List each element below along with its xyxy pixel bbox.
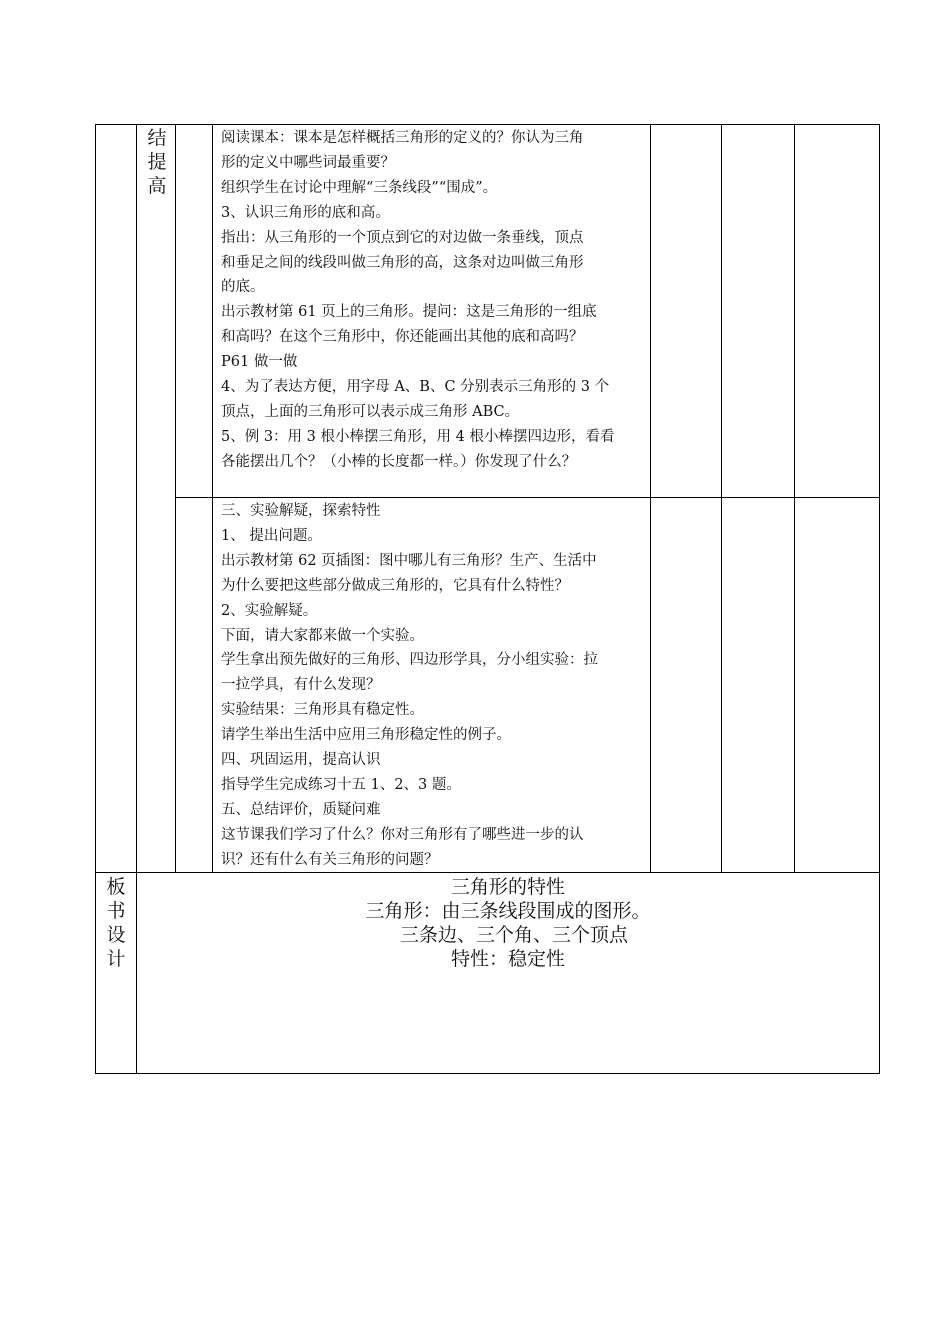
board-design-label (104, 875, 128, 971)
table-right-border (879, 124, 880, 1073)
section-label (145, 126, 169, 198)
board-title: 三角形的特性 (450, 876, 565, 898)
text-line: 三、实验解疑，探索特性 (221, 503, 381, 519)
text-line: P61 做一做 (221, 354, 298, 371)
board-label-char: 板 (106, 876, 126, 898)
text-line: 和垂足之间的线段叫做三角形的高，这条对边叫做三角形 (221, 254, 584, 271)
text-line: 2、实验解疑。 (221, 602, 318, 619)
text-line: 识？还有什么有关三角形的问题？ (221, 851, 439, 868)
column-divider (794, 124, 795, 872)
row-divider (175, 497, 880, 498)
board-label-char: 计 (106, 948, 126, 970)
text-line: 和高吗？在这个三角形中，你还能画出其他的底和高吗？ (221, 329, 584, 346)
text-line: 阅读课本：课本是怎样概括三角形的定义的？你认为三角 (221, 130, 584, 146)
text-line: 这节课我们学习了什么？你对三角形有了哪些进一步的认 (221, 826, 584, 843)
text-line: 四、巩固运用，提高认识 (221, 752, 381, 769)
text-line: 一拉学具，有什么发现？ (221, 677, 381, 694)
text-line: 出示教材第 62 页插图：图中哪儿有三角形？生产、生活中 (221, 552, 597, 569)
text-line: 组织学生在讨论中理解“三条线段”“围成”。 (221, 179, 498, 196)
text-line: 指出：从三角形的一个顶点到它的对边做一条垂线，顶点 (221, 229, 584, 246)
text-line: 下面，请大家都来做一个实验。 (221, 627, 424, 644)
board-design-content (137, 875, 879, 971)
board-label-char: 设 (106, 924, 126, 946)
text-line: 1、 提出问题。 (221, 527, 322, 544)
table-left-border (95, 124, 96, 1073)
text-line: 4、为了表达方便，用字母 A、B、C 分别表示三角形的 3 个 (221, 379, 610, 396)
board-line: 特性：稳定性 (450, 948, 565, 970)
text-line: 的底。 (221, 279, 265, 296)
section-label-char: 结 (147, 127, 167, 149)
text-line: 请学生举出生活中应用三角形稳定性的例子。 (221, 727, 511, 744)
section-label-char: 高 (147, 175, 167, 197)
table-bottom-border (95, 1073, 880, 1074)
text-line: 五、总结评价，质疑问难 (221, 801, 381, 818)
text-line: 3、认识三角形的底和高。 (221, 204, 390, 221)
row1-content (221, 126, 614, 475)
column-divider (650, 124, 651, 872)
text-line: 出示教材第 61 页上的三角形。提问：这是三角形的一组底 (221, 304, 597, 321)
column-divider (721, 124, 722, 872)
column-divider (175, 124, 176, 872)
board-line: 三角形：由三条线段围成的图形。 (365, 900, 651, 922)
text-line: 5、例 3：用 3 根小棒摆三角形，用 4 根小棒摆四边形，看看 (221, 428, 615, 445)
text-line: 实验结果：三角形具有稳定性。 (221, 702, 424, 719)
row2-content (221, 499, 598, 873)
text-line: 为什么要把这些部分做成三角形的，它具有什么特性？ (221, 577, 569, 594)
column-divider (212, 124, 213, 872)
text-line: 学生拿出预先做好的三角形、四边形学具，分小组实验：拉 (221, 652, 598, 669)
text-line: 各能摆出几个？（小棒的长度都一样。）你发现了什么？ (221, 453, 577, 470)
text-line: 顶点，上面的三角形可以表示成三角形 ABC。 (221, 403, 520, 420)
section-label-char: 提 (147, 151, 167, 173)
text-line: 指导学生完成练习十五 1、2、3 题。 (221, 776, 461, 793)
board-line: 三条边、三个角、三个顶点 (387, 924, 629, 946)
text-line: 形的定义中哪些词最重要？ (221, 154, 395, 171)
board-label-char: 书 (106, 900, 126, 922)
